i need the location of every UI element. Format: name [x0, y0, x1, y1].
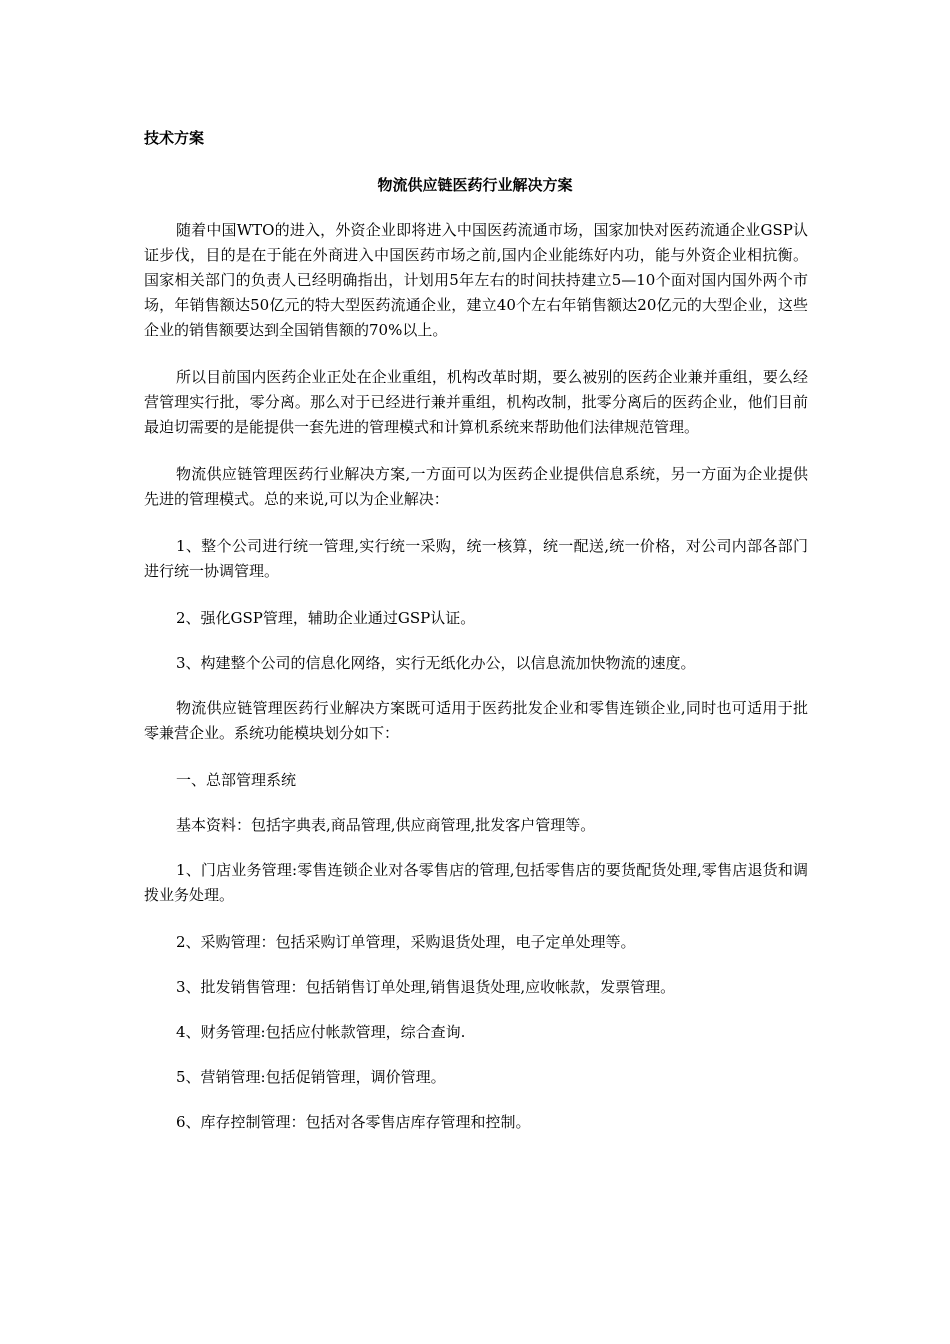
list-item: 1、整个公司进行统一管理,实行统一采购，统一核算，统一配送,统一价格，对公司内部各部门进行统一协调管理。	[144, 537, 808, 580]
paragraph: 物流供应链管理医药行业解决方案既可适用于医药批发企业和零售连锁企业,同时也可适用于批零兼营企业。系统功能模块划分如下：	[144, 699, 808, 742]
list-item: 3、构建整个公司的信息化网络，实行无纸化办公，以信息流加快物流的速度。	[176, 654, 696, 672]
list-item: 2、强化GSP管理，辅助企业通过GSP认证。	[176, 609, 476, 627]
paragraph: 物流供应链管理医药行业解决方案,一方面可以为医药企业提供信息系统，另一方面为企业提供先进的管理模式。总的来说,可以为企业解决：	[144, 465, 808, 508]
list-item: 1、门店业务管理:零售连锁企业对各零售店的管理,包括零售店的要货配货处理,零售店退货和调拨业务处理。	[144, 861, 808, 904]
list-item: 5、营销管理:包括促销管理，调价管理。	[176, 1068, 446, 1086]
list-item: 6、库存控制管理：包括对各零售店库存管理和控制。	[176, 1113, 531, 1131]
paragraph: 所以目前国内医药企业正处在企业重组，机构改革时期，要么被别的医药企业兼并重组，要么经营管理实行批，零分离。那么对于已经进行兼并重组，机构改制，批零分离后的医药企业，他们目前最迫切需要的是能提供一套先进的管理模式和计算机系统来帮助他们法律规范管理。	[144, 368, 808, 436]
list-item: 2、采购管理：包括采购订单管理，采购退货处理，电子定单处理等。	[176, 933, 636, 951]
section-heading: 一、总部管理系统	[176, 771, 297, 789]
list-item: 4、财务管理:包括应付帐款管理，综合查询.	[176, 1023, 466, 1041]
document-title: 物流供应链医药行业解决方案	[377, 176, 573, 194]
paragraph: 基本资料：包括字典表,商品管理,供应商管理,批发客户管理等。	[176, 816, 596, 834]
document-body	[144, 218, 808, 1155]
paragraph: 随着中国WTO的进入，外资企业即将进入中国医药流通市场，国家加快对医药流通企业GSP认证步伐，目的是在于能在外商进入中国医药市场之前,国内企业能练好内功，能与外资企业相抗衡。国家相关部门的负责人已经明确指出，计划用5年左右的时间扶持建立5—10个面对国内国外两个市场，年销售额达50亿元的特大型医药流通企业，建立40个左右年销售额达20亿元的大型企业，这些企业的销售额要达到全国销售额的70%以上。	[144, 221, 808, 339]
list-item: 3、批发销售管理：包括销售订单处理,销售退货处理,应收帐款，发票管理。	[176, 978, 676, 996]
section-label: 技术方案	[144, 129, 205, 147]
